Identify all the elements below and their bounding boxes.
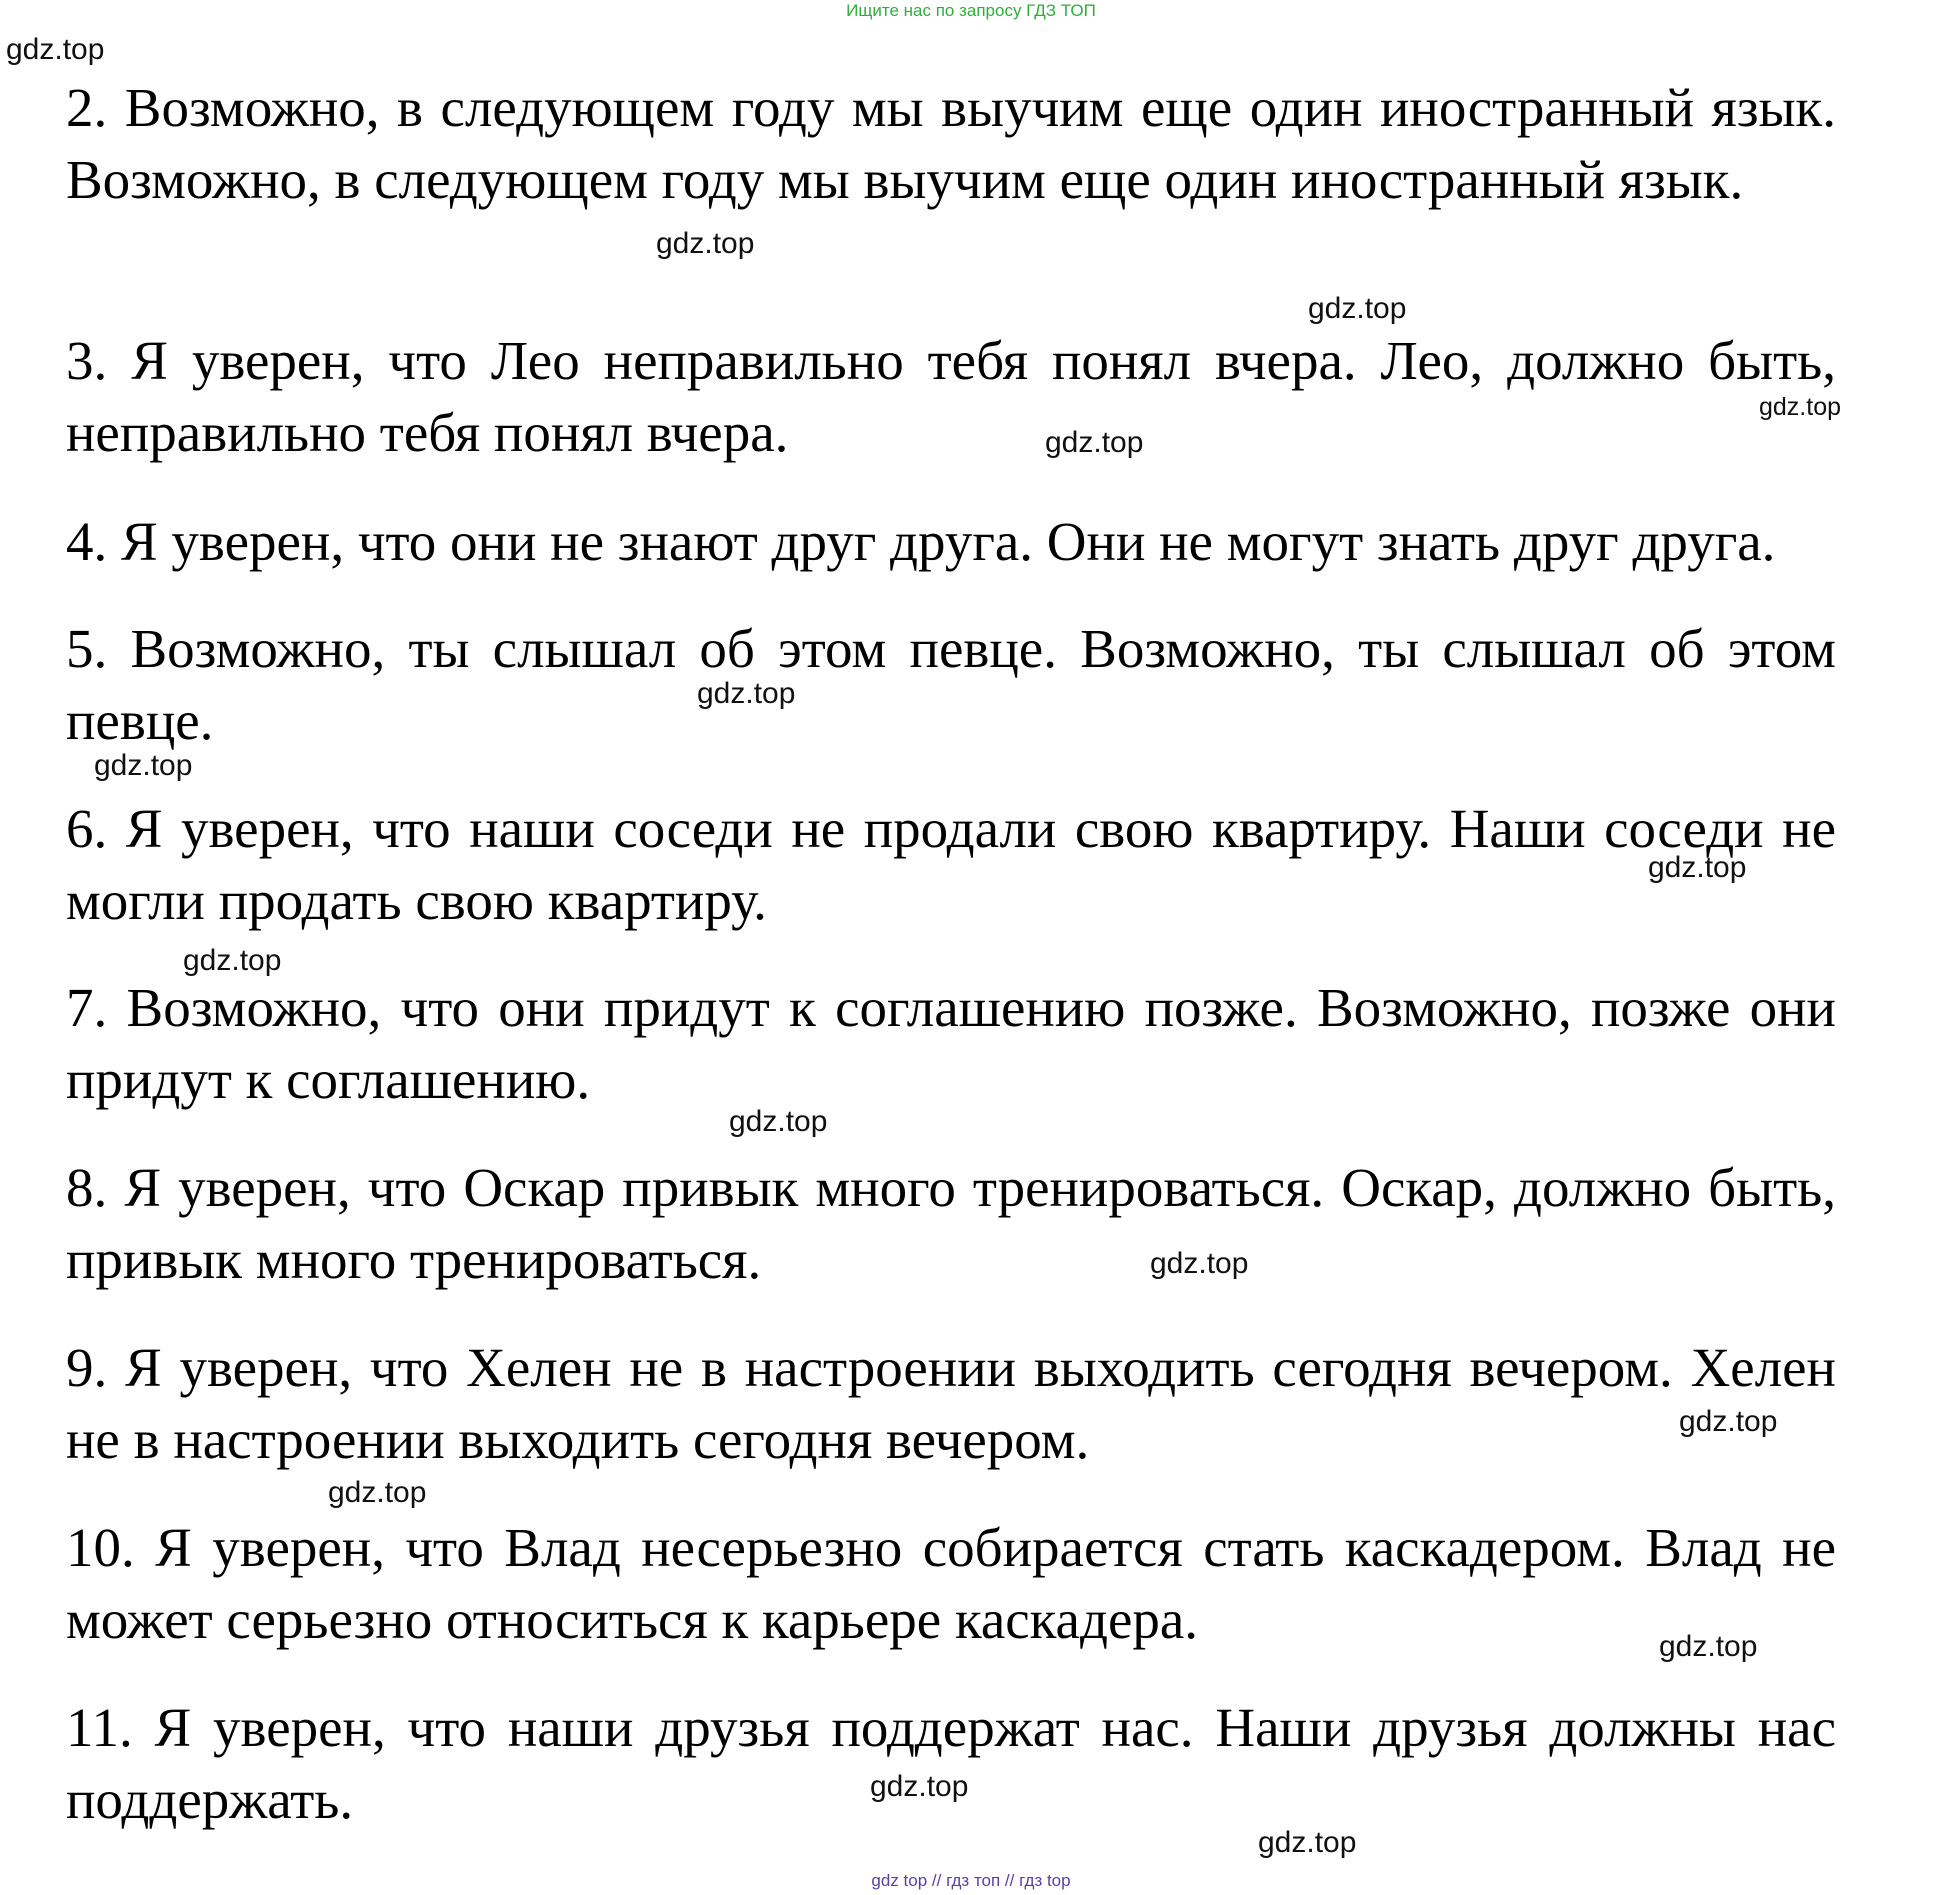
- watermark: gdz.top: [1258, 1826, 1357, 1859]
- sentence-4: 4. Я уверен, что они не знают друг друга. Они не могут знать друг друга.: [66, 511, 1776, 572]
- watermark: gdz.top: [94, 749, 193, 782]
- watermark: gdz.top: [870, 1770, 969, 1803]
- sentence-8: 8. Я уверен, что Оскар привык много тренироваться. Оскар, должно быть, привык много тренироваться.: [66, 1157, 1836, 1290]
- watermark: gdz.top: [1648, 851, 1747, 884]
- watermark: gdz.top: [328, 1476, 427, 1509]
- sentence-10: 10. Я уверен, что Влад несерьезно собирается стать каскадером. Влад не может серьезно относиться к карьере каскадера.: [66, 1517, 1836, 1650]
- sentence-5: 5. Возможно, ты слышал об этом певце. Возможно, ты слышал об этом певце.: [66, 618, 1836, 751]
- watermark: gdz.top: [1150, 1247, 1249, 1280]
- watermark: gdz.top: [697, 677, 796, 710]
- watermark: gdz.top: [1308, 292, 1407, 325]
- footer: gdz top // гдз топ // гдз top: [871, 1871, 1071, 1890]
- watermark: gdz.top: [1679, 1405, 1778, 1438]
- watermark: gdz.top: [1759, 393, 1842, 421]
- watermark: gdz.top: [656, 227, 755, 260]
- sentence-3: 3. Я уверен, что Лео неправильно тебя понял вчера. Лео, должно быть, неправильно тебя понял вчера.: [66, 330, 1836, 463]
- watermark: gdz.top: [729, 1105, 828, 1138]
- top-banner: Ищите нас по запросу ГДЗ ТОП: [846, 1, 1096, 20]
- watermark: gdz.top: [183, 944, 282, 977]
- watermark: gdz.top: [6, 33, 105, 66]
- sentence-11: 11. Я уверен, что наши друзья поддержат нас. Наши друзья должны нас поддержать.: [66, 1697, 1836, 1830]
- watermark: gdz.top: [1659, 1630, 1758, 1663]
- sentence-9: 9. Я уверен, что Хелен не в настроении выходить сегодня вечером. Хелен не в настроении выходить сегодня вечером.: [66, 1337, 1836, 1470]
- watermark: gdz.top: [1045, 426, 1144, 459]
- sentence-7: 7. Возможно, что они придут к соглашению позже. Возможно, позже они придут к соглашению.: [66, 977, 1836, 1110]
- sentence-6: 6. Я уверен, что наши соседи не продали свою квартиру. Наши соседи не могли продать свою квартиру.: [66, 798, 1836, 931]
- sentence-2: 2. Возможно, в следующем году мы выучим еще один иностранный язык. Возможно, в следующем году мы выучим еще один иностранный язык.: [66, 77, 1836, 210]
